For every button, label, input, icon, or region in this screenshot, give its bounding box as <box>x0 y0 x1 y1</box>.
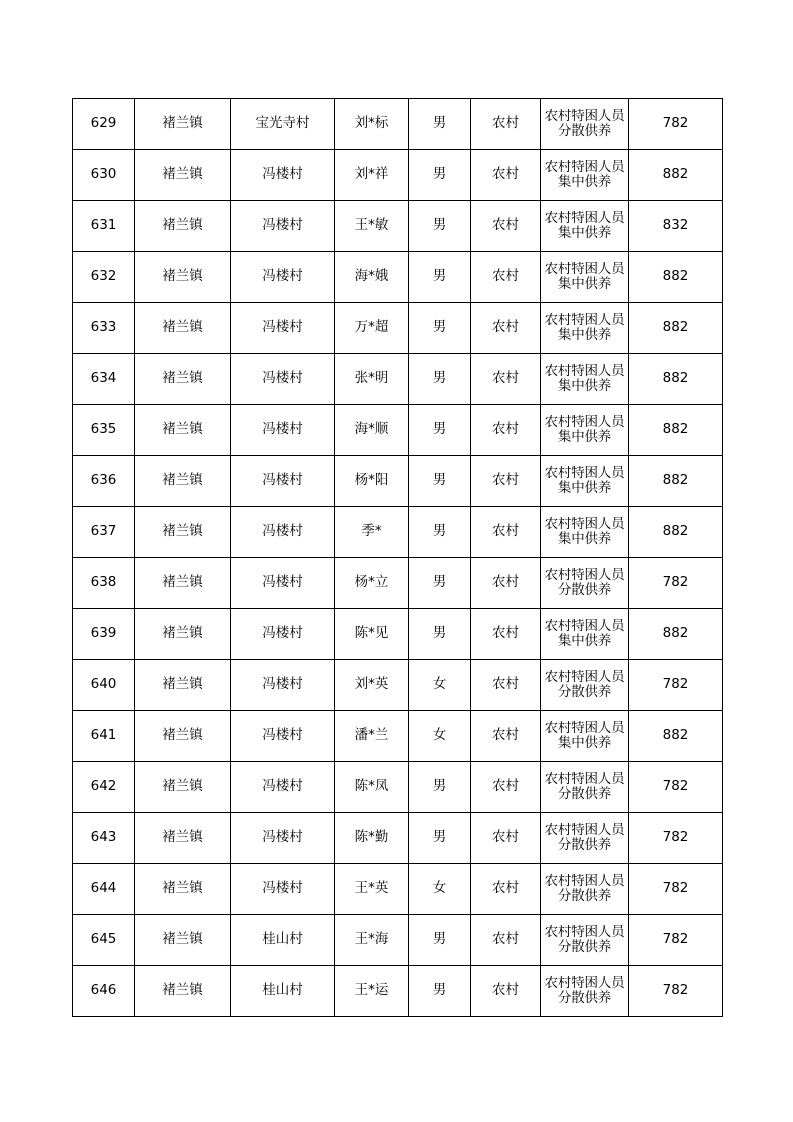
cell-amount: 882 <box>629 507 723 558</box>
table-row <box>73 252 723 303</box>
cell-person-name: 王*敏 <box>335 201 409 252</box>
cell-sequence-number: 641 <box>73 711 135 762</box>
cell-person-name: 王*英 <box>335 864 409 915</box>
cell-household-type: 农村 <box>471 252 541 303</box>
table-row <box>73 99 723 150</box>
cell-village: 冯楼村 <box>231 405 335 456</box>
cell-person-name: 海*顺 <box>335 405 409 456</box>
cell-village: 冯楼村 <box>231 762 335 813</box>
cell-person-name: 潘*兰 <box>335 711 409 762</box>
cell-gender: 男 <box>409 966 471 1017</box>
cell-amount: 882 <box>629 354 723 405</box>
cell-amount: 882 <box>629 456 723 507</box>
cell-amount: 882 <box>629 150 723 201</box>
cell-gender: 女 <box>409 711 471 762</box>
cell-gender: 男 <box>409 915 471 966</box>
table-row <box>73 201 723 252</box>
cell-person-name: 王*运 <box>335 966 409 1017</box>
cell-gender: 男 <box>409 354 471 405</box>
table-container <box>72 98 722 1017</box>
cell-amount: 882 <box>629 405 723 456</box>
cell-township: 褚兰镇 <box>135 864 231 915</box>
cell-gender: 男 <box>409 558 471 609</box>
cell-gender: 男 <box>409 99 471 150</box>
cell-amount: 782 <box>629 660 723 711</box>
assistance-category-text: 农村特困人员集中供养 <box>544 618 625 649</box>
cell-person-name: 万*超 <box>335 303 409 354</box>
cell-township: 褚兰镇 <box>135 405 231 456</box>
table-row <box>73 507 723 558</box>
assistance-category-text: 农村特困人员集中供养 <box>544 414 625 445</box>
assistance-category-text: 农村特困人员分散供养 <box>544 108 625 139</box>
cell-gender: 男 <box>409 303 471 354</box>
cell-gender: 男 <box>409 762 471 813</box>
cell-person-name: 张*明 <box>335 354 409 405</box>
cell-household-type: 农村 <box>471 99 541 150</box>
cell-household-type: 农村 <box>471 966 541 1017</box>
assistance-category-text: 农村特困人员集中供养 <box>544 261 625 292</box>
cell-township: 褚兰镇 <box>135 915 231 966</box>
cell-household-type: 农村 <box>471 813 541 864</box>
cell-amount: 782 <box>629 762 723 813</box>
cell-amount: 782 <box>629 99 723 150</box>
cell-gender: 男 <box>409 507 471 558</box>
cell-township: 褚兰镇 <box>135 150 231 201</box>
assistance-category-text: 农村特困人员集中供养 <box>544 159 625 190</box>
cell-sequence-number: 639 <box>73 609 135 660</box>
cell-household-type: 农村 <box>471 558 541 609</box>
cell-person-name: 刘*英 <box>335 660 409 711</box>
cell-assistance-category <box>541 966 629 1017</box>
cell-gender: 男 <box>409 456 471 507</box>
cell-gender: 男 <box>409 609 471 660</box>
cell-household-type: 农村 <box>471 456 541 507</box>
cell-sequence-number: 632 <box>73 252 135 303</box>
cell-village: 冯楼村 <box>231 150 335 201</box>
table-row <box>73 405 723 456</box>
assistance-category-text: 农村特困人员集中供养 <box>544 210 625 241</box>
assistance-category-text: 农村特困人员集中供养 <box>544 516 625 547</box>
cell-assistance-category <box>541 303 629 354</box>
assistance-category-text: 农村特困人员分散供养 <box>544 873 625 904</box>
assistance-category-text: 农村特困人员集中供养 <box>544 720 625 751</box>
cell-assistance-category <box>541 609 629 660</box>
table-body <box>73 99 723 1017</box>
cell-amount: 882 <box>629 252 723 303</box>
cell-sequence-number: 634 <box>73 354 135 405</box>
cell-sequence-number: 645 <box>73 915 135 966</box>
cell-village: 冯楼村 <box>231 813 335 864</box>
cell-sequence-number: 629 <box>73 99 135 150</box>
assistance-category-text: 农村特困人员分散供养 <box>544 669 625 700</box>
cell-township: 褚兰镇 <box>135 609 231 660</box>
assistance-category-text: 农村特困人员集中供养 <box>544 363 625 394</box>
cell-person-name: 陈*勤 <box>335 813 409 864</box>
cell-household-type: 农村 <box>471 201 541 252</box>
cell-gender: 男 <box>409 813 471 864</box>
table-row <box>73 711 723 762</box>
cell-township: 褚兰镇 <box>135 813 231 864</box>
cell-assistance-category <box>541 915 629 966</box>
assistance-category-text: 农村特困人员分散供养 <box>544 924 625 955</box>
cell-household-type: 农村 <box>471 915 541 966</box>
table-row <box>73 456 723 507</box>
cell-household-type: 农村 <box>471 609 541 660</box>
cell-amount: 782 <box>629 864 723 915</box>
cell-village: 冯楼村 <box>231 252 335 303</box>
cell-township: 褚兰镇 <box>135 711 231 762</box>
cell-assistance-category <box>541 201 629 252</box>
cell-village: 冯楼村 <box>231 507 335 558</box>
cell-assistance-category <box>541 660 629 711</box>
cell-assistance-category <box>541 405 629 456</box>
cell-person-name: 杨*阳 <box>335 456 409 507</box>
cell-township: 褚兰镇 <box>135 762 231 813</box>
cell-assistance-category <box>541 507 629 558</box>
cell-amount: 782 <box>629 813 723 864</box>
cell-gender: 男 <box>409 150 471 201</box>
table-row <box>73 813 723 864</box>
cell-gender: 女 <box>409 660 471 711</box>
cell-township: 褚兰镇 <box>135 966 231 1017</box>
cell-village: 冯楼村 <box>231 456 335 507</box>
cell-household-type: 农村 <box>471 150 541 201</box>
cell-sequence-number: 633 <box>73 303 135 354</box>
cell-household-type: 农村 <box>471 303 541 354</box>
cell-person-name: 陈*凤 <box>335 762 409 813</box>
cell-village: 宝光寺村 <box>231 99 335 150</box>
cell-assistance-category <box>541 864 629 915</box>
cell-village: 冯楼村 <box>231 201 335 252</box>
cell-village: 桂山村 <box>231 966 335 1017</box>
cell-assistance-category <box>541 813 629 864</box>
table-row <box>73 303 723 354</box>
cell-village: 冯楼村 <box>231 354 335 405</box>
subsidy-table <box>72 98 723 1017</box>
cell-assistance-category <box>541 354 629 405</box>
table-row <box>73 915 723 966</box>
cell-sequence-number: 640 <box>73 660 135 711</box>
cell-person-name: 陈*见 <box>335 609 409 660</box>
cell-assistance-category <box>541 762 629 813</box>
table-row <box>73 558 723 609</box>
cell-amount: 882 <box>629 609 723 660</box>
cell-amount: 782 <box>629 915 723 966</box>
cell-person-name: 王*海 <box>335 915 409 966</box>
cell-household-type: 农村 <box>471 660 541 711</box>
cell-sequence-number: 642 <box>73 762 135 813</box>
cell-household-type: 农村 <box>471 711 541 762</box>
cell-amount: 782 <box>629 558 723 609</box>
cell-township: 褚兰镇 <box>135 660 231 711</box>
cell-sequence-number: 646 <box>73 966 135 1017</box>
cell-person-name: 杨*立 <box>335 558 409 609</box>
cell-household-type: 农村 <box>471 405 541 456</box>
cell-person-name: 刘*祥 <box>335 150 409 201</box>
cell-household-type: 农村 <box>471 864 541 915</box>
cell-assistance-category <box>541 252 629 303</box>
cell-person-name: 刘*标 <box>335 99 409 150</box>
table-row <box>73 762 723 813</box>
table-row <box>73 660 723 711</box>
assistance-category-text: 农村特困人员分散供养 <box>544 771 625 802</box>
cell-assistance-category <box>541 558 629 609</box>
table-row <box>73 150 723 201</box>
cell-village: 桂山村 <box>231 915 335 966</box>
cell-sequence-number: 631 <box>73 201 135 252</box>
assistance-category-text: 农村特困人员分散供养 <box>544 822 625 853</box>
cell-sequence-number: 630 <box>73 150 135 201</box>
table-row <box>73 966 723 1017</box>
cell-township: 褚兰镇 <box>135 456 231 507</box>
cell-sequence-number: 636 <box>73 456 135 507</box>
cell-gender: 男 <box>409 201 471 252</box>
cell-gender: 男 <box>409 405 471 456</box>
cell-village: 冯楼村 <box>231 660 335 711</box>
assistance-category-text: 农村特困人员集中供养 <box>544 312 625 343</box>
cell-amount: 882 <box>629 711 723 762</box>
cell-assistance-category <box>541 456 629 507</box>
cell-assistance-category <box>541 711 629 762</box>
cell-amount: 782 <box>629 966 723 1017</box>
table-row <box>73 609 723 660</box>
cell-township: 褚兰镇 <box>135 99 231 150</box>
cell-amount: 832 <box>629 201 723 252</box>
cell-amount: 882 <box>629 303 723 354</box>
cell-township: 褚兰镇 <box>135 507 231 558</box>
cell-village: 冯楼村 <box>231 864 335 915</box>
cell-sequence-number: 644 <box>73 864 135 915</box>
cell-sequence-number: 638 <box>73 558 135 609</box>
cell-township: 褚兰镇 <box>135 354 231 405</box>
table-row <box>73 864 723 915</box>
cell-sequence-number: 635 <box>73 405 135 456</box>
assistance-category-text: 农村特困人员集中供养 <box>544 465 625 496</box>
cell-person-name: 海*娥 <box>335 252 409 303</box>
cell-gender: 男 <box>409 252 471 303</box>
cell-village: 冯楼村 <box>231 609 335 660</box>
cell-gender: 女 <box>409 864 471 915</box>
cell-person-name: 季* <box>335 507 409 558</box>
assistance-category-text: 农村特困人员分散供养 <box>544 975 625 1006</box>
cell-household-type: 农村 <box>471 507 541 558</box>
assistance-category-text: 农村特困人员分散供养 <box>544 567 625 598</box>
cell-sequence-number: 637 <box>73 507 135 558</box>
cell-township: 褚兰镇 <box>135 558 231 609</box>
cell-village: 冯楼村 <box>231 558 335 609</box>
cell-assistance-category <box>541 150 629 201</box>
cell-household-type: 农村 <box>471 354 541 405</box>
table-row <box>73 354 723 405</box>
cell-township: 褚兰镇 <box>135 303 231 354</box>
cell-township: 褚兰镇 <box>135 201 231 252</box>
cell-assistance-category <box>541 99 629 150</box>
cell-sequence-number: 643 <box>73 813 135 864</box>
cell-household-type: 农村 <box>471 762 541 813</box>
cell-village: 冯楼村 <box>231 711 335 762</box>
cell-village: 冯楼村 <box>231 303 335 354</box>
cell-township: 褚兰镇 <box>135 252 231 303</box>
